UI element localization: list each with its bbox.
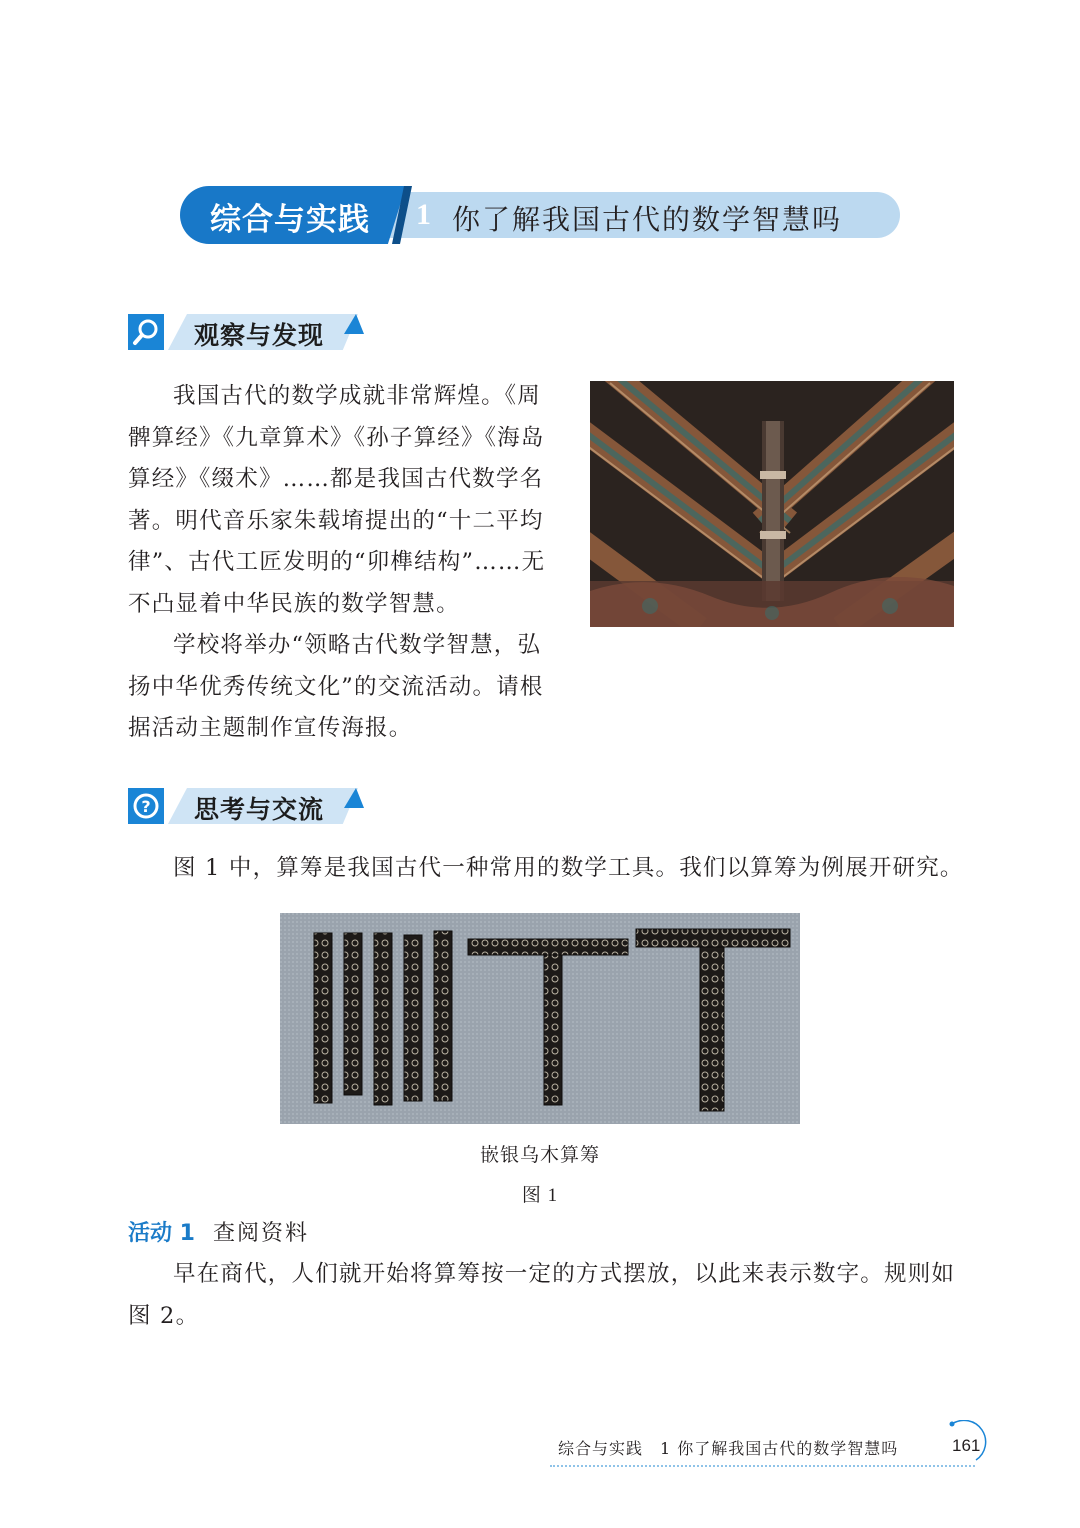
svg-text:?: ? — [141, 797, 151, 816]
activity-title: 查阅资料 — [212, 1221, 309, 1246]
section-header-think — [128, 788, 368, 824]
banner-number: 1 — [416, 198, 431, 231]
activity-paragraph: 早在商代，人们就开始将算筹按一定的方式摆放，以此来表示数字。规则如图 2。 — [128, 1261, 956, 1329]
intro-paragraph-1: 我国古代的数学成就非常辉煌。《周髀算经》《九章算术》《孙子算经》《海岛算经》《缀术》……都是我国古代数学名著。明代音乐家朱载堉提出的“十二平均律”、古代工匠发明的“卯榫结构”……无不凸显着中华民族的数学智慧。 — [128, 383, 546, 617]
corner-triangle-icon — [344, 788, 364, 808]
section-header-observe — [128, 314, 368, 350]
corner-triangle-icon — [344, 314, 364, 334]
page-number: 161 — [952, 1436, 981, 1455]
section-title-observe: 观察与发现 — [194, 321, 325, 350]
intro-text — [128, 376, 562, 750]
activity-label: 活动 1 — [128, 1221, 195, 1246]
activity-text — [128, 1254, 968, 1337]
page-arc-decoration — [946, 1420, 990, 1464]
counting-rods-photo — [280, 913, 800, 1124]
intro-paragraph-2: 学校将举办“领略古代数学智慧，弘扬中华优秀传统文化”的交流活动。请根据活动主题制作宣传海报。 — [128, 632, 544, 741]
activity-heading — [128, 1216, 309, 1247]
figure-caption: 嵌银乌木算筹 — [479, 1144, 600, 1166]
think-text — [128, 848, 968, 890]
question-icon — [132, 792, 160, 820]
chapter-title-banner — [180, 186, 900, 244]
footer-dotted-rule — [550, 1465, 975, 1467]
section-title-think: 思考与交流 — [194, 795, 325, 824]
page-footer — [550, 1420, 990, 1470]
roof-beam-photo — [590, 381, 954, 627]
figure-label: 图 1 — [521, 1185, 559, 1206]
banner-category: 综合与实践 — [210, 202, 370, 238]
banner-title: 你了解我国古代的数学智慧吗 — [452, 203, 843, 236]
think-paragraph: 图 1 中，算筹是我国古代一种常用的数学工具。我们以算筹为例展开研究。 — [173, 855, 964, 881]
footer-title: 综合与实践 1 你了解我国古代的数学智慧吗 — [558, 1439, 899, 1458]
magnifier-icon — [132, 318, 160, 346]
